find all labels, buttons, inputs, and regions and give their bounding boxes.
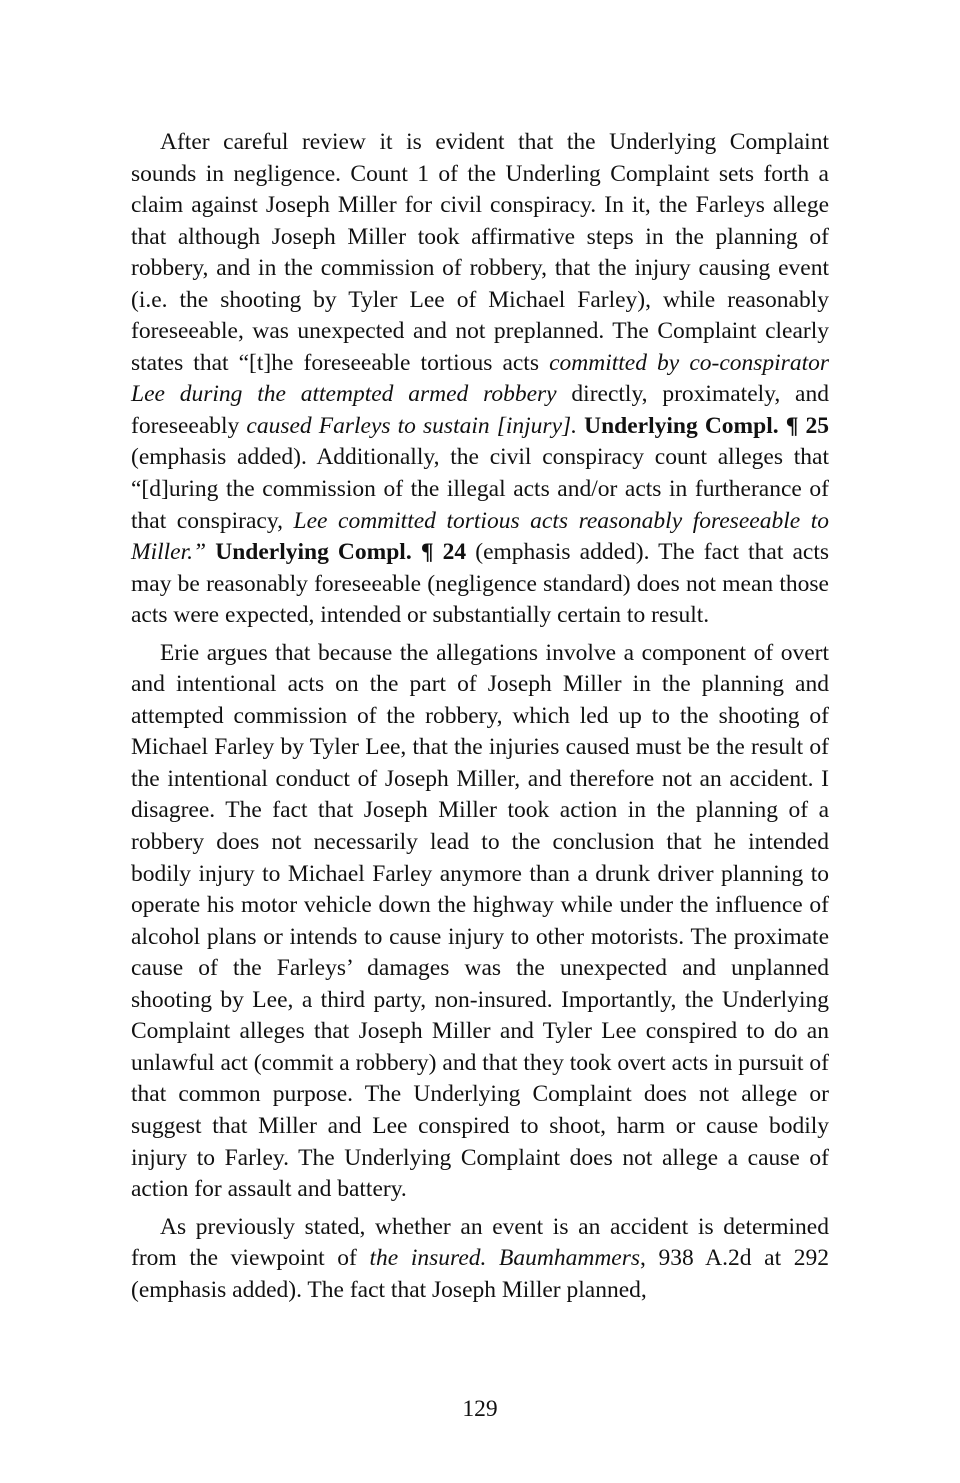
text-run: Erie argues that because the allegations involve a component of overt and intentional acts on the part of Joseph Miller in the planning and attempted commission of the robbery, which led up to the shooting of Michael Farley by Tyler Lee, that the injuries caused must be the result of the intentional conduct of Joseph Miller, and therefore not an accident. I disagree. The fact that Joseph Miller took action in the planning of a robbery does not necessarily lead to the conclusion that he intended bodily injury to Michael Farley anymore than a drunk driver planning to operate his motor vehicle down the highway while under the influence of alcohol plans or intends to cause injury to other motorists. The proximate cause of the Farleys’ damages was the unexpected and unplanned shooting by Lee, a third party, non-insured. Importantly, the Underlying Complaint alleges that Joseph Miller and Tyler Lee conspired to do an unlawful act (commit a robbery) and that they took overt acts in pursuit of that common purpose. The Underlying Complaint does not allege or suggest that Miller and Lee conspired to shoot, harm or cause bodily injury to Farley. The Underlying Complaint does not allege a cause of action for assault and battery. [131, 639, 829, 1203]
italic-emphasis: committed by co-conspirator Lee during the attempted armed robbery [131, 349, 829, 408]
document-body [131, 127, 829, 1312]
italic-emphasis: Lee committed tortious acts reasonably foreseeable to Miller.” [131, 507, 829, 566]
paragraph-3 [131, 1212, 829, 1307]
italic-emphasis: the insured. Baumhammers [369, 1245, 641, 1272]
page-number: 129 [462, 1396, 498, 1422]
citation-bold: Underlying Compl. ¶ 24 [215, 539, 467, 566]
text-run: As previously stated, whether an event is an accident is determined from the viewpoint of [131, 1213, 829, 1272]
text-run: , 938 A.2d at 292 (emphasis added). The fact that Joseph Miller planned, [131, 1245, 829, 1303]
paragraph-1 [131, 127, 829, 632]
text-run: directly, proximately, and foreseeably [131, 381, 829, 439]
text-run: After careful review it is evident that the Underlying Complaint sounds in negligence. Count 1 of the Underling Complaint sets forth a claim against Joseph Miller for civil conspiracy. In it, the Farleys allege that although Joseph Miller took affirmative steps in the planning of robbery, and in the commission of robbery, that the injury causing event (i.e. the shooting by Tyler Lee of Michael Farley), while reasonably foreseeable, was unexpected and not preplanned. The Complaint clearly states that “[t]he foreseeable tortious acts [131, 129, 829, 376]
text-run: (emphasis added). The fact that acts may be reasonably foreseeable (negligence standard) does not mean those acts were expected, intended or substantially certain to result. [131, 539, 830, 629]
paragraph-2 [131, 638, 829, 1206]
text-run: (emphasis added). Additionally, the civil conspiracy count alleges that “[d]uring the commission of the illegal acts and/or acts in furtherance of that conspiracy, [131, 444, 829, 534]
italic-emphasis: caused Farleys to sustain [injury]. [246, 412, 578, 439]
citation-bold: Underlying Compl. ¶ 25 [584, 412, 830, 439]
text-run [206, 539, 215, 565]
